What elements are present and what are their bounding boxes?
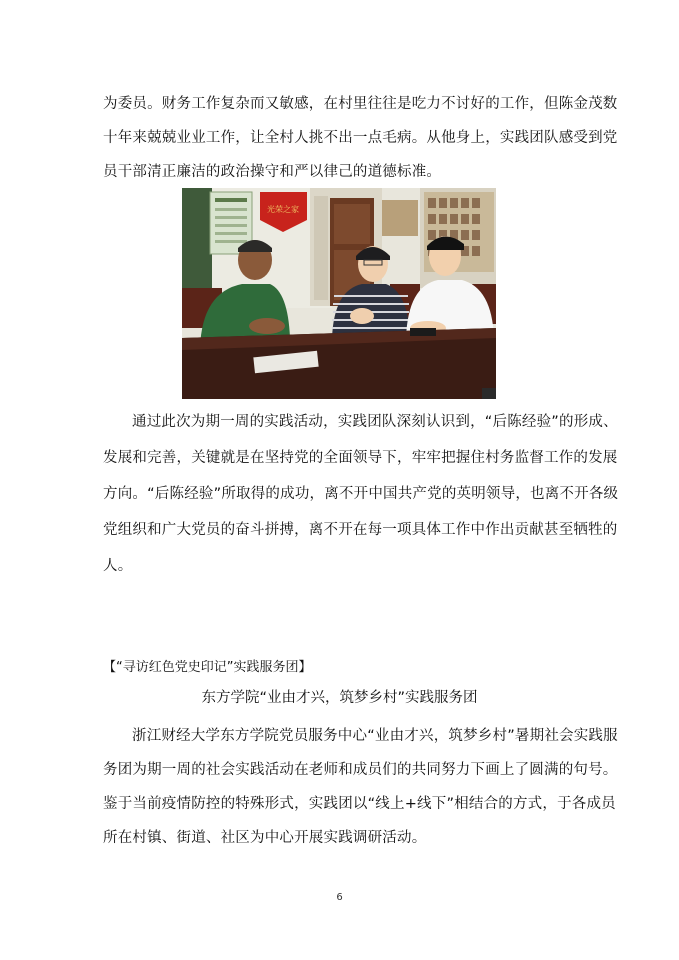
page-number: 6 — [336, 892, 343, 903]
meeting-photo — [182, 188, 496, 399]
section-tag: 【“寻访红色党史印记”实践服务团】 — [103, 660, 312, 675]
paragraph2-line-4: 党组织和广大党员的奋斗拼搏，离不开在每一项具体工作中作出贡献甚至牺牲的 — [103, 522, 618, 538]
paragraph2-line-1: 通过此次为期一周的实践活动，实践团队深刻认识到，“后陈经验”的形成、 — [132, 414, 618, 430]
paragraph2-line-2: 发展和完善，关键就是在坚持党的全面领导下，牢牢把握住村务监督工作的发展 — [103, 450, 618, 466]
paragraph3-line-2: 务团为期一周的社会实践活动在老师和成员们的共同努力下画上了圆满的句号。 — [103, 762, 618, 778]
meeting-photo-illustration — [182, 188, 496, 399]
paragraph2-line-5: 人。 — [103, 558, 133, 574]
paragraph3-line-3: 鉴于当前疫情防控的特殊形式，实践团以“线上+线下”相结合的方式，于各成员 — [103, 796, 616, 812]
paragraph3-line-1: 浙江财经大学东方学院党员服务中心“业由才兴，筑梦乡村”暑期社会实践服 — [132, 728, 618, 744]
paragraph1-line-3: 员干部清正廉洁的政治操守和严以律己的道德标准。 — [103, 164, 442, 180]
section-subtitle: 东方学院“业由才兴，筑梦乡村”实践服务团 — [201, 690, 478, 706]
paragraph2-line-3: 方向。“后陈经验”所取得的成功，离不开中国共产党的英明领导，也离不开各级 — [103, 486, 619, 502]
banner-text: 光荣之家 — [267, 205, 299, 214]
paragraph3-line-4: 所在村镇、街道、社区为中心开展实践调研活动。 — [103, 830, 427, 846]
paragraph1-line-1: 为委员。财务工作复杂而又敏感，在村里往往是吃力不讨好的工作，但陈金茂数 — [103, 96, 618, 112]
paragraph1-line-2: 十年来兢兢业业工作，让全村人挑不出一点毛病。从他身上，实践团队感受到党 — [103, 130, 618, 146]
